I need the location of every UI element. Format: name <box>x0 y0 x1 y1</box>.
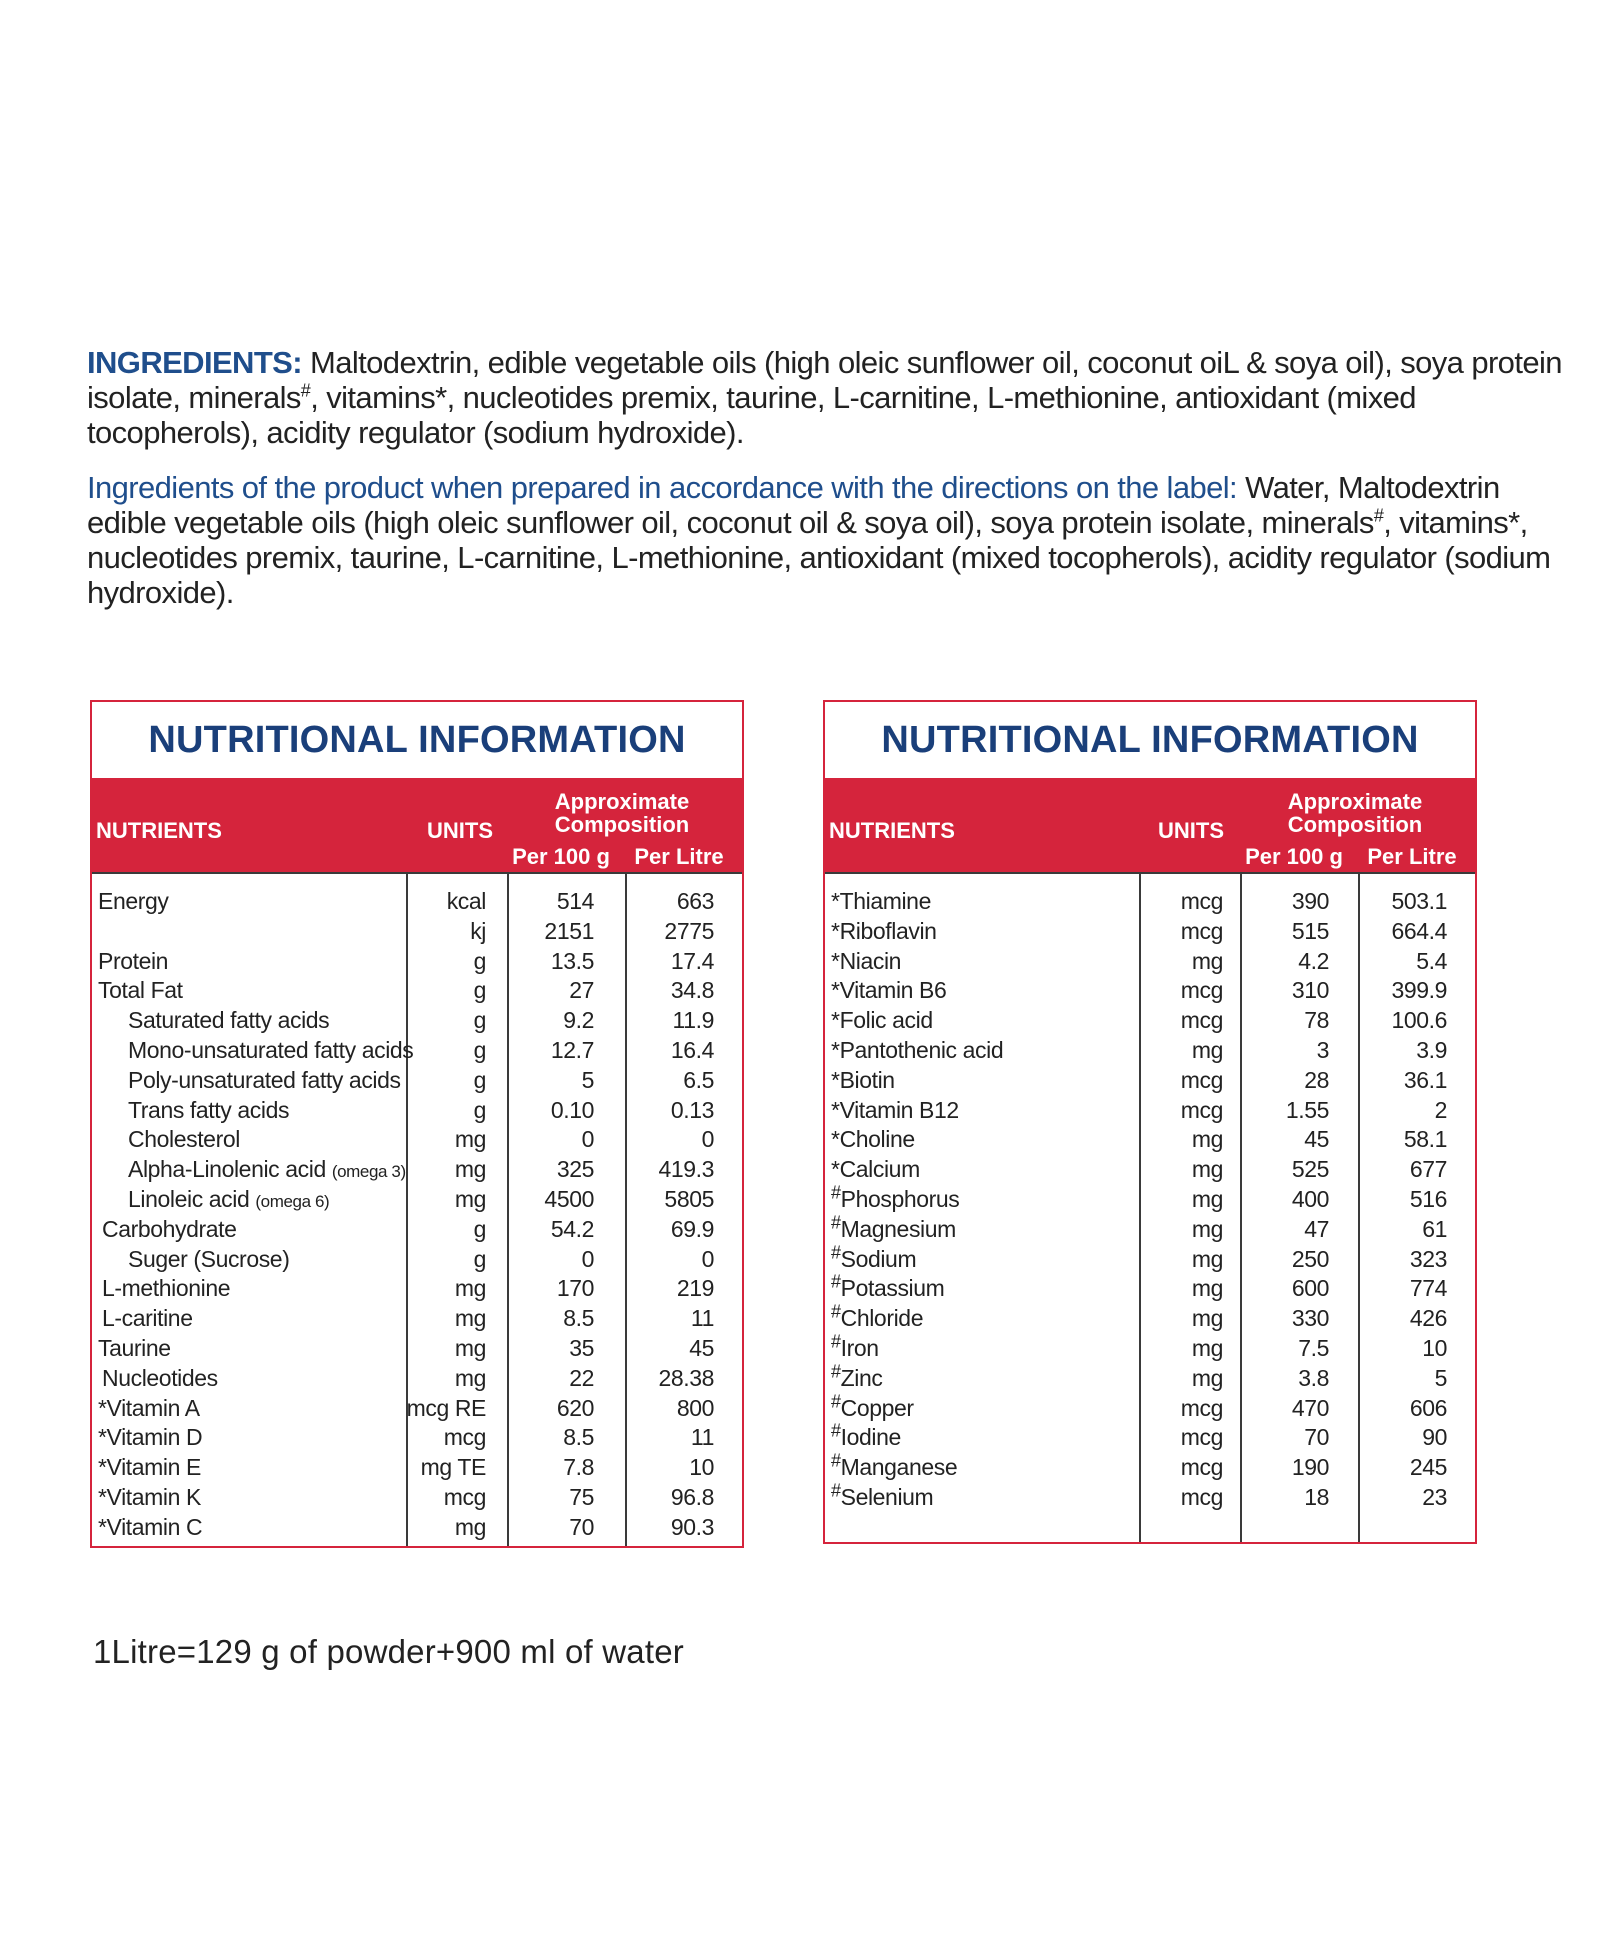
nutrient-name: Linoleic acid (omega 6) <box>128 1185 330 1212</box>
nutrient-name: L-caritine <box>102 1305 193 1332</box>
prepared-text-a: Water, Maltodextrin edible vegetable oils (high oleic sunflower oil, coconut oil & soya oil), soya protein isolate, minerals <box>87 470 1500 540</box>
value-per-litre: 606 <box>1409 1394 1447 1421</box>
table-row <box>92 1363 742 1393</box>
table-row <box>92 1512 742 1542</box>
ingredients-text-b: , vitamins*, nucleotides premix, taurine, L-carnitine, L-methionine, antioxidant (mixed tocopherols), acidity regulator (sodium hydroxide). <box>87 380 1416 450</box>
nutrient-note: (omega 6) <box>255 1191 330 1211</box>
value-per-litre: 664.4 <box>1391 917 1447 944</box>
nutrient-name: *Vitamin B12 <box>831 1096 959 1123</box>
prepared-sup: # <box>1373 505 1384 526</box>
nutrient-name: *Vitamin B6 <box>831 977 947 1004</box>
nutrient-name: Cholesterol <box>128 1126 240 1153</box>
table-row <box>825 1422 1475 1452</box>
nutrient-name: Mono-unsaturated fatty acids <box>128 1036 414 1063</box>
nutrient-name: *Riboflavin <box>831 917 937 944</box>
nutrient-unit: g <box>473 1245 486 1272</box>
mineral-marker: # <box>831 1331 841 1352</box>
value-per-100g: 190 <box>1291 1454 1329 1481</box>
nutrient-unit: mg <box>454 1364 486 1391</box>
table-row <box>825 886 1475 916</box>
nutrient-unit: mg <box>1191 1215 1223 1242</box>
nutrient-name: *Vitamin E <box>98 1454 201 1481</box>
mineral-marker: # <box>831 1241 841 1262</box>
ingredients-text-a: Maltodextrin, edible vegetable oils (high oleic sunflower oil, coconut oiL & soya oil), soya protein isolate, minerals <box>87 345 1562 415</box>
nutrition-table-left <box>90 700 744 1548</box>
nutrient-unit: mcg <box>1180 977 1223 1004</box>
approx-line1: Approximate <box>554 789 690 814</box>
table-row <box>92 1482 742 1512</box>
nutrient-name: #Copper <box>831 1390 914 1421</box>
mineral-marker: # <box>831 1480 841 1501</box>
value-per-100g: 13.5 <box>550 947 594 974</box>
table-row <box>825 1241 1475 1274</box>
table-row <box>92 1184 742 1214</box>
right-rows <box>825 886 1475 1512</box>
approx-line2: Composition <box>554 812 690 837</box>
value-per-litre: 0 <box>701 1126 714 1153</box>
nutrient-name: Taurine <box>98 1334 171 1361</box>
value-per-litre: 96.8 <box>670 1483 714 1510</box>
value-per-litre: 2775 <box>664 917 714 944</box>
nutrient-unit: mg <box>454 1275 486 1302</box>
value-per-100g: 5 <box>581 1066 594 1093</box>
value-per-100g: 170 <box>556 1275 594 1302</box>
nutrient-name: *Choline <box>831 1126 915 1153</box>
table-row <box>825 946 1475 976</box>
nutrient-unit: mg TE <box>420 1454 486 1481</box>
value-per-100g: 12.7 <box>550 1036 594 1063</box>
nutrition-table-right <box>823 700 1477 1544</box>
nutrient-name: #Potassium <box>831 1271 945 1302</box>
nutrient-name: Energy <box>98 888 169 914</box>
table-row <box>825 1154 1475 1184</box>
nutrient-name: #Sodium <box>831 1241 917 1272</box>
nutrients-header: NUTRIENTS <box>96 818 222 843</box>
value-per-litre: 663 <box>676 888 714 914</box>
ingredients-label: INGREDIENTS: <box>87 345 302 380</box>
table-row <box>825 975 1475 1005</box>
value-per-litre: 399.9 <box>1391 977 1447 1004</box>
value-per-litre: 10 <box>689 1454 714 1481</box>
value-per-100g: 525 <box>1291 1156 1329 1183</box>
nutrient-name: #Manganese <box>831 1450 958 1481</box>
body-top-rule <box>92 872 742 874</box>
reconstitution-note: 1Litre=129 g of powder+900 ml of water <box>93 1633 684 1670</box>
table-row <box>92 1005 742 1035</box>
table-row <box>825 1184 1475 1214</box>
nutrient-unit: mg <box>1191 1126 1223 1153</box>
value-per-100g: 22 <box>569 1364 594 1391</box>
nutrient-unit: mcg <box>1180 1066 1223 1093</box>
value-per-litre: 3.9 <box>1416 1036 1447 1063</box>
ingredients-sup: # <box>300 380 311 401</box>
value-per-litre: 0 <box>701 1245 714 1272</box>
nutrient-unit: mcg <box>1180 1394 1223 1421</box>
nutrient-unit: mcg <box>1180 1096 1223 1123</box>
table-body <box>92 872 742 1546</box>
nutrient-unit: mg <box>1191 947 1223 974</box>
value-per-litre: 90.3 <box>670 1513 714 1540</box>
value-per-litre: 61 <box>1422 1215 1447 1242</box>
nutrient-name: *Niacin <box>831 947 902 974</box>
value-per-100g: 45 <box>1304 1126 1329 1153</box>
mineral-marker: # <box>831 1271 841 1292</box>
table-row <box>825 1005 1475 1035</box>
nutrient-unit: mcg <box>1180 1007 1223 1034</box>
nutrient-name: #Iodine <box>831 1420 901 1451</box>
table-row <box>92 1124 742 1154</box>
table-row <box>825 1065 1475 1095</box>
value-per-100g: 2151 <box>544 917 594 944</box>
table-row <box>92 1154 742 1184</box>
value-per-100g: 515 <box>1291 917 1329 944</box>
perlitre-header: Per Litre <box>1367 844 1457 869</box>
nutrient-unit: mg <box>1191 1185 1223 1212</box>
table-row <box>825 1390 1475 1423</box>
approx-line1: Approximate <box>1287 789 1423 814</box>
approx-header <box>502 790 742 836</box>
nutrients-header: NUTRIENTS <box>829 818 955 843</box>
nutrient-unit: g <box>473 1096 486 1123</box>
table-row <box>92 1333 742 1363</box>
value-per-litre: 34.8 <box>670 977 714 1004</box>
mineral-marker: # <box>831 1390 841 1411</box>
nutrient-name: #Phosphorus <box>831 1182 960 1212</box>
value-per-100g: 7.5 <box>1298 1334 1329 1361</box>
value-per-litre: 100.6 <box>1391 1007 1447 1034</box>
nutrient-name: *Vitamin A <box>98 1394 200 1421</box>
mineral-marker: # <box>831 1450 841 1471</box>
value-per-100g: 620 <box>556 1394 594 1421</box>
value-per-100g: 4.2 <box>1298 947 1329 974</box>
value-per-litre: 219 <box>676 1275 714 1302</box>
nutrient-unit: g <box>473 947 486 974</box>
value-per-100g: 0 <box>581 1126 594 1153</box>
table-title: NUTRITIONAL INFORMATION <box>881 718 1419 761</box>
body-top-rule <box>825 872 1475 874</box>
nutrient-name: #Magnesium <box>831 1212 956 1242</box>
value-per-100g: 7.8 <box>563 1454 594 1481</box>
value-per-100g: 70 <box>569 1513 594 1540</box>
table-title: NUTRITIONAL INFORMATION <box>148 718 686 761</box>
ingredients-paragraph <box>87 345 1567 450</box>
value-per-100g: 35 <box>569 1334 594 1361</box>
nutrient-unit: mcg <box>1180 1483 1223 1510</box>
nutrient-name: Nucleotides <box>102 1364 218 1391</box>
table-row <box>92 1452 742 1482</box>
value-per-litre: 323 <box>1409 1245 1447 1272</box>
nutrient-note: (omega 3) <box>331 1162 406 1182</box>
nutrient-name: *Thiamine <box>831 888 931 914</box>
table-row <box>825 1035 1475 1065</box>
nutrient-name: #Chloride <box>831 1301 924 1332</box>
value-per-100g: 8.5 <box>563 1305 594 1332</box>
units-header: UNITS <box>427 818 493 843</box>
nutrient-name: *Vitamin D <box>98 1424 203 1451</box>
nutrient-name: *Vitamin K <box>98 1483 201 1510</box>
table-row <box>92 1214 742 1244</box>
value-per-100g: 3.8 <box>1298 1364 1329 1391</box>
table-row <box>92 1422 742 1452</box>
table-row <box>825 1095 1475 1125</box>
nutrient-unit: mg <box>1191 1036 1223 1063</box>
value-per-100g: 4500 <box>544 1185 594 1212</box>
value-per-litre: 36.1 <box>1403 1066 1447 1093</box>
value-per-100g: 9.2 <box>563 1007 594 1034</box>
nutrient-unit: mg <box>454 1126 486 1153</box>
nutrient-unit: mg <box>1191 1245 1223 1272</box>
nutrient-name: Trans fatty acids <box>128 1096 290 1123</box>
nutrient-name: Protein <box>98 947 169 974</box>
value-per-100g: 400 <box>1291 1185 1329 1212</box>
table-row <box>92 1035 742 1065</box>
nutrient-unit: mcg <box>1180 917 1223 944</box>
nutrient-name: L-methionine <box>102 1275 231 1302</box>
value-per-litre: 58.1 <box>1403 1126 1447 1153</box>
value-per-100g: 27 <box>569 977 594 1004</box>
table-row <box>92 1065 742 1095</box>
value-per-litre: 677 <box>1409 1156 1447 1183</box>
table-row <box>825 1214 1475 1244</box>
value-per-litre: 5805 <box>664 1185 714 1212</box>
nutrient-name: *Calcium <box>831 1156 920 1183</box>
value-per-100g: 54.2 <box>550 1215 594 1242</box>
value-per-litre: 800 <box>676 1394 714 1421</box>
value-per-litre: 17.4 <box>670 947 714 974</box>
value-per-litre: 774 <box>1409 1275 1447 1302</box>
approx-header <box>1235 790 1475 836</box>
table-row <box>92 1393 742 1423</box>
value-per-100g: 28 <box>1304 1066 1329 1093</box>
mineral-marker: # <box>831 1420 841 1441</box>
value-per-100g: 70 <box>1304 1424 1329 1451</box>
value-per-litre: 503.1 <box>1391 888 1447 914</box>
nutrient-unit: g <box>473 1036 486 1063</box>
value-per-100g: 78 <box>1304 1007 1329 1034</box>
value-per-litre: 516 <box>1409 1185 1447 1212</box>
value-per-litre: 28.38 <box>658 1364 714 1391</box>
nutrient-unit: mg <box>454 1185 486 1212</box>
value-per-100g: 330 <box>1291 1305 1329 1332</box>
value-per-100g: 1.55 <box>1285 1096 1329 1123</box>
nutrient-unit: mg <box>1191 1275 1223 1302</box>
value-per-100g: 250 <box>1291 1245 1329 1272</box>
units-header: UNITS <box>1158 818 1224 843</box>
value-per-litre: 10 <box>1422 1334 1447 1361</box>
nutrient-name: #Zinc <box>831 1361 883 1391</box>
approx-line2: Composition <box>1287 812 1423 837</box>
value-per-100g: 75 <box>569 1483 594 1510</box>
prepared-paragraph <box>87 470 1567 610</box>
nutrient-name: *Folic acid <box>831 1007 933 1034</box>
table-row <box>825 1124 1475 1154</box>
nutrient-name: Suger (Sucrose) <box>128 1245 290 1272</box>
value-per-100g: 310 <box>1291 977 1329 1004</box>
table-row <box>92 916 742 946</box>
per100-header: Per 100 g <box>512 844 610 869</box>
table-row <box>92 886 742 916</box>
table-row <box>825 1482 1475 1512</box>
nutrient-unit: mg <box>1191 1334 1223 1361</box>
value-per-litre: 245 <box>1409 1454 1447 1481</box>
per100-header: Per 100 g <box>1245 844 1343 869</box>
mineral-marker: # <box>831 1301 841 1322</box>
mineral-marker: # <box>831 1182 841 1203</box>
table-body <box>825 872 1475 1542</box>
value-per-litre: 11.9 <box>672 1007 714 1034</box>
value-per-litre: 45 <box>689 1334 714 1361</box>
value-per-100g: 18 <box>1304 1483 1329 1510</box>
nutrient-unit: kj <box>470 917 486 944</box>
value-per-litre: 90 <box>1422 1424 1447 1451</box>
table-row <box>825 1333 1475 1363</box>
nutrient-unit: mcg <box>1180 1424 1223 1451</box>
table-row <box>92 1273 742 1303</box>
nutrient-unit: g <box>473 1215 486 1242</box>
nutrient-unit: g <box>473 977 486 1004</box>
nutrient-unit: mcg <box>1180 888 1223 914</box>
table-row <box>825 1303 1475 1333</box>
value-per-100g: 390 <box>1291 888 1329 914</box>
nutrient-unit: mg <box>454 1305 486 1332</box>
value-per-litre: 11 <box>690 1424 714 1451</box>
value-per-100g: 0 <box>581 1245 594 1272</box>
value-per-litre: 5.4 <box>1416 947 1447 974</box>
nutrient-name: Total Fat <box>98 977 183 1004</box>
nutrient-unit: g <box>473 1066 486 1093</box>
nutrient-unit: g <box>473 1007 486 1034</box>
value-per-100g: 600 <box>1291 1275 1329 1302</box>
nutrient-unit: mcg <box>443 1483 486 1510</box>
perlitre-header: Per Litre <box>634 844 724 869</box>
value-per-100g: 0.10 <box>550 1096 594 1123</box>
value-per-100g: 470 <box>1291 1394 1329 1421</box>
nutrient-name: #Iron <box>831 1331 879 1361</box>
value-per-litre: 69.9 <box>670 1215 714 1242</box>
value-per-100g: 514 <box>556 888 594 914</box>
table-row <box>825 1363 1475 1393</box>
value-per-litre: 419.3 <box>658 1156 714 1183</box>
value-per-litre: 5 <box>1434 1364 1447 1391</box>
table-row <box>825 916 1475 946</box>
value-per-litre: 0.13 <box>670 1096 714 1123</box>
nutrient-unit: mg <box>454 1156 486 1183</box>
nutrient-unit: mg <box>1191 1364 1223 1391</box>
nutrient-name: Saturated fatty acids <box>128 1007 330 1034</box>
nutrient-unit: mcg <box>443 1424 486 1451</box>
value-per-100g: 325 <box>556 1156 594 1183</box>
table-row <box>92 946 742 976</box>
table-row <box>92 1244 742 1274</box>
ingredients-section <box>87 345 1567 610</box>
table-row <box>92 975 742 1005</box>
nutrient-name: *Vitamin C <box>98 1513 203 1540</box>
mineral-marker: # <box>831 1212 841 1233</box>
prepared-label: Ingredients of the product when prepared in accordance with the directions on the label: <box>87 470 1238 505</box>
value-per-litre: 426 <box>1409 1305 1447 1332</box>
value-per-100g: 3 <box>1316 1036 1329 1063</box>
table-row <box>825 1452 1475 1482</box>
left-rows <box>92 886 742 1542</box>
nutrient-unit: mg <box>1191 1305 1223 1332</box>
value-per-100g: 8.5 <box>563 1424 594 1451</box>
nutrient-unit: mg <box>454 1513 486 1540</box>
value-per-litre: 2 <box>1434 1096 1447 1123</box>
value-per-100g: 47 <box>1304 1215 1329 1242</box>
table-row <box>92 1095 742 1125</box>
table-header <box>825 778 1475 872</box>
nutrient-name: Alpha-Linolenic acid (omega 3) <box>128 1156 406 1183</box>
nutrient-name: *Biotin <box>831 1066 895 1093</box>
value-per-litre: 6.5 <box>683 1066 714 1093</box>
table-header <box>92 778 742 872</box>
nutrient-unit: mcg RE <box>406 1394 486 1421</box>
nutrient-unit: mg <box>1191 1156 1223 1183</box>
table-row <box>825 1273 1475 1303</box>
value-per-litre: 11 <box>690 1305 714 1332</box>
nutrient-unit: kcal <box>446 888 486 914</box>
nutrient-name: Poly-unsaturated fatty acids <box>128 1066 401 1093</box>
value-per-litre: 23 <box>1422 1483 1447 1510</box>
table-row <box>92 1303 742 1333</box>
nutrient-unit: mg <box>454 1334 486 1361</box>
nutrient-name: Carbohydrate <box>102 1215 237 1242</box>
nutrient-name: *Pantothenic acid <box>831 1036 1004 1063</box>
value-per-litre: 16.4 <box>670 1036 714 1063</box>
mineral-marker: # <box>831 1361 841 1382</box>
nutrient-name: #Selenium <box>831 1480 934 1510</box>
nutrient-unit: mcg <box>1180 1454 1223 1481</box>
prepared-text-b: , vitamins*, nucleotides premix, taurine, L-carnitine, L-methionine, antioxidant (mixed tocopherols), acidity regulator (sodium hydroxide). <box>87 505 1551 610</box>
